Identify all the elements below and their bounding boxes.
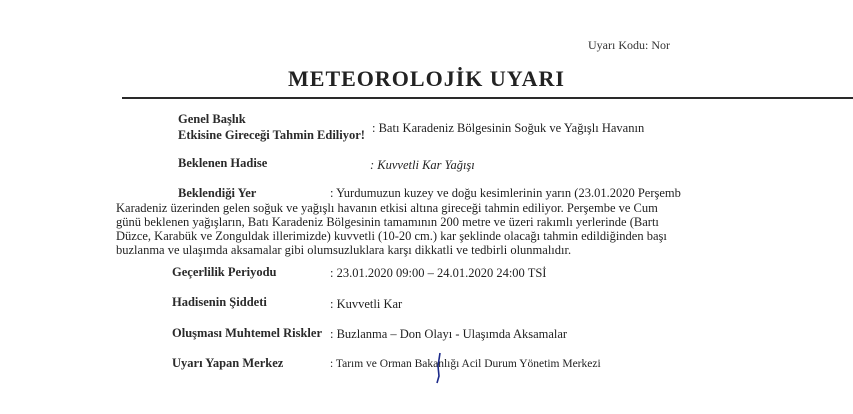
severity-value: : Kuvvetli Kar — [330, 297, 403, 311]
place-line-2: günü beklenen yağışların, Batı Karadeniz Bölgesinin tamamının 200 metre ve üzeri rakımlı yerlerinde (Bartı — [116, 215, 659, 229]
page-title: METEOROLOJİK UYARI — [288, 66, 565, 91]
general-label-line2: Etkisine Gireceği Tahmin Ediliyor! — [178, 128, 365, 142]
validity-label: Geçerlilik Periyodu — [172, 265, 277, 279]
general-value: : Batı Karadeniz Bölgesinin Soğuk ve Yağışlı Havanın — [372, 121, 645, 135]
place-line-1: Karadeniz üzerinden gelen soğuk ve yağışlı havanın etkisi altına gireceği tahmin ediliyor. Perşembe ve Cum — [116, 201, 658, 215]
place-line-3: Düzce, Karabük ve Zonguldak illerimizde) kuvvetli (10-20 cm.) kar şeklinde olacağı tahmin edildiğinden başı — [116, 229, 667, 243]
general-label: Genel Başlık — [178, 112, 246, 126]
place-line-4: buzlanma ve ulaşımda aksamalar gibi olumsuzluklara karşı dikkatli ve tedbirli olunmalıdır. — [116, 243, 572, 257]
severity-label: Hadisenin Şiddeti — [172, 295, 267, 309]
event-value: : Kuvvetli Kar Yağışı — [370, 158, 475, 172]
risks-label: Oluşması Muhtemel Riskler — [172, 326, 322, 340]
center-label: Uyarı Yapan Merkez — [172, 356, 284, 370]
center-value: : Tarım ve Orman Bakanlığı Acil Durum Yönetim Merkezi — [330, 358, 601, 370]
place-value: : Yurdumuzun kuzey ve doğu kesimlerinin yarın (23.01.2020 Perşemb — [330, 186, 681, 200]
title-divider — [122, 97, 853, 99]
place-label: Beklendiği Yer — [178, 186, 257, 200]
warning-code: Uyarı Kodu: Nor — [588, 38, 670, 52]
risks-value: : Buzlanma – Don Olayı - Ulaşımda Aksamalar — [330, 327, 568, 341]
validity-value: : 23.01.2020 09:00 – 24.01.2020 24:00 TSİ — [330, 266, 547, 280]
event-label: Beklenen Hadise — [178, 156, 268, 170]
pen-mark-icon — [434, 352, 444, 384]
